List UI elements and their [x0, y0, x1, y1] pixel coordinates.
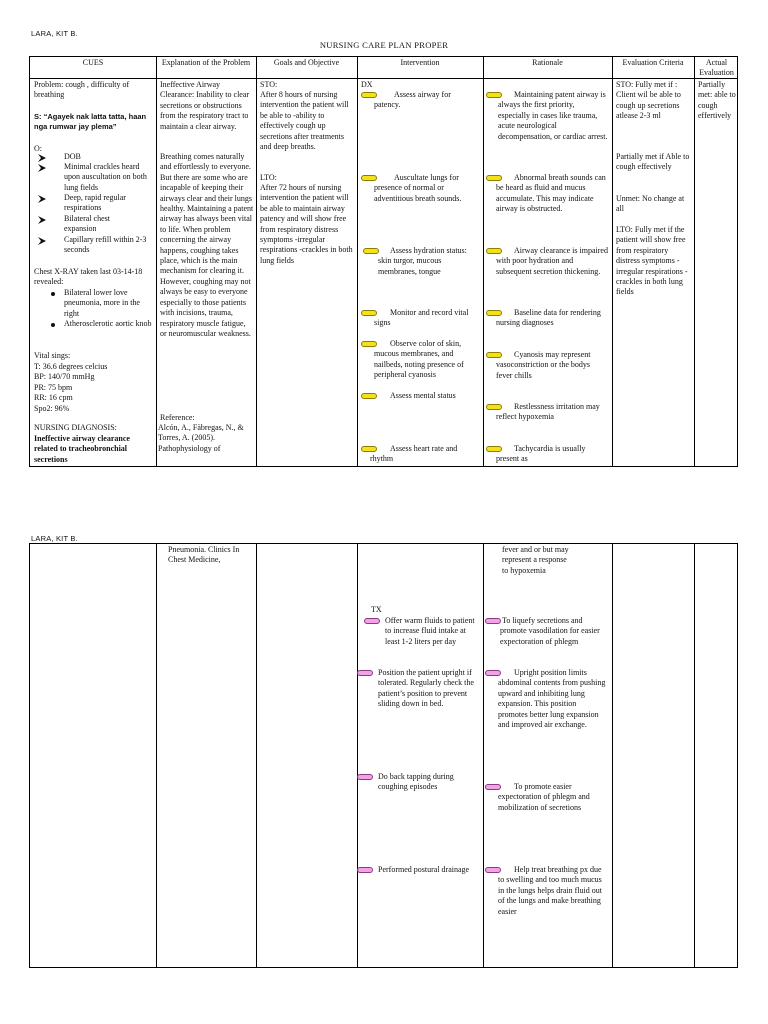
header-cues: CUES	[82, 58, 104, 67]
arrow-bullet-icon	[38, 216, 46, 224]
care-plan-table-continued	[29, 543, 738, 968]
intervention-item: Auscultate lungs for presence of normal or adventitious breath sounds.	[374, 173, 462, 203]
objective-item: DOB	[64, 152, 81, 161]
xray-item: Atherosclerotic aortic knob	[64, 319, 152, 328]
tx-rationale-item: Upright position limits abdominal contents from pushing upward and inhibiting lung expansion. This position promotes better lung expansion and improved air exchange.	[498, 668, 606, 730]
highlight-marker-icon	[364, 618, 380, 624]
header-actual-evaluation: Actual Evaluation	[699, 58, 734, 77]
header-goals: Goals and Objective	[273, 58, 340, 67]
reference-continued: Pneumonia. Clinics In Chest Medicine,	[168, 545, 240, 565]
rationale-item: Abnormal breath sounds can be heard as fluid and mucus accumulate. This may indicate airway is obstructed.	[496, 173, 606, 214]
rationale-item: Cyanosis may represent vasoconstriction or the bodys fever chills	[496, 350, 591, 380]
explanation-body: Breathing comes naturally and effortlessly to everyone. But there are some who are incapable of keeping their airways clear and their lungs healthy. Maintaining a patent airway has always been vital to life. When problem concerning the airway happens, coughing takes place, which is the main mechanism for clearing it. However, coughing may not always be easy to everyone especially to those patients with incisions, trauma, respiratory muscle fatigue, or neuromuscular weakness.	[160, 152, 254, 338]
rationale-item: Restlessness irritation may reflect hypoxemia	[496, 402, 600, 422]
highlight-marker-icon	[357, 670, 373, 676]
objective-item: Deep, rapid regular respirations	[64, 193, 126, 213]
arrow-bullet-icon	[38, 164, 46, 172]
eval-lto: LTO: Fully met if the patient will show free from respiratory distress symptoms -irregular respirations -crackles in both lung fields	[616, 225, 688, 297]
tx-rationale-item: To promote easier expectoration of phlegm and mobilization of secretions	[498, 782, 590, 812]
header-explanation: Explanation of the Problem	[161, 58, 251, 67]
eval-partial: Partially met if Able to cough effectively	[616, 152, 690, 172]
bullet-dot-icon	[51, 292, 55, 296]
rationale-item: Baseline data for rendering nursing diagnoses	[496, 308, 601, 328]
cues-xray: Chest X-RAY taken last 03-14-18 revealed:	[34, 267, 143, 287]
patient-name-page2: LARA, KIT B.	[31, 534, 78, 543]
objective-item: Bilateral chest expansion	[64, 214, 110, 234]
care-plan-table	[29, 56, 738, 467]
header-rationale: Rationale	[532, 58, 563, 67]
intervention-item: Assess heart rate and rhythm	[370, 444, 458, 464]
intervention-item: Assess mental status	[390, 391, 456, 400]
vitals-label: Vital sings:	[34, 351, 71, 360]
arrow-bullet-icon	[38, 154, 46, 162]
intervention-item: Observe color of skin, mucous membranes, and nailbeds, noting presence of peripheral cyanosis	[374, 339, 464, 380]
arrow-bullet-icon	[38, 237, 46, 245]
tx-intervention-item: Do back tapping during coughing episodes	[378, 772, 454, 792]
rationale-item: Maintaining patent airway is always the first priority, especially in cases like trauma, acute neurological decompensation, or cardiac arrest.	[498, 90, 608, 141]
nursing-diagnosis: Ineffective airway clearance related to tracheobronchial secretions	[34, 434, 130, 464]
tx-intervention-item: Offer warm fluids to patient to increase fluid intake at least 1-2 liters per day	[385, 616, 475, 646]
header-evaluation-criteria: Evaluation Criteria	[622, 58, 684, 67]
tx-rationale-item: To liquefy secretions and promote vasodilation for easier expectoration of phlegm	[500, 616, 600, 646]
short-term-objective: After 8 hours of nursing intervention the patient will be able to -ability to effectively cough up secretions after treatments and deep breaths.	[260, 90, 349, 152]
eval-sto: STO: Fully met if : Client wil be able to cough up secretions atlease 2-3 ml	[616, 80, 681, 121]
bullet-dot-icon	[51, 323, 55, 327]
document-title: NURSING CARE PLAN PROPER	[319, 40, 449, 50]
vital-temperature: T: 36.6 degrees celcius	[34, 362, 108, 371]
intervention-item: Monitor and record vital signs	[374, 308, 469, 328]
tx-label: TX	[371, 605, 382, 614]
reference-text: Alcón, A., Fàbregas, N., & Torres, A. (2005). Pathophysiology of	[158, 423, 244, 453]
highlight-marker-icon	[357, 774, 373, 780]
reference-label: Reference:	[160, 413, 195, 422]
vital-spo2: Spo2: 96%	[34, 404, 70, 413]
explanation-definition: Ineffective Airway Clearance: Inability to clear secretions or obstructions from the respiratory tract to maintain a clear airway.	[160, 80, 250, 131]
rationale-item: Airway clearance is impaired with poor hydration and subsequent secretion thickening.	[496, 246, 608, 276]
xray-item: Bilateral lower love pneumonia, more in the right	[64, 288, 140, 318]
highlight-marker-icon	[363, 248, 379, 254]
eval-unmet: Unmet: No change at all	[616, 194, 685, 214]
actual-evaluation: Partially met: able to cough effertively	[698, 80, 736, 121]
intervention-item: Assess airway for patency.	[374, 90, 451, 110]
rationale-item: Tachycardia is usually present as	[496, 444, 586, 464]
header-intervention: Intervention	[400, 58, 440, 67]
arrow-bullet-icon	[38, 195, 46, 203]
cues-subjective: S: “Agayek nak latta tatta, haan nga rumwar jay plema”	[34, 112, 147, 131]
intervention-item: Assess hydration status: skin turgor, mucous membranes, tongue	[378, 246, 467, 276]
vital-rr: RR: 16 cpm	[34, 393, 73, 402]
highlight-marker-icon	[485, 618, 501, 624]
lto-label: LTO:	[260, 173, 277, 182]
patient-name: LARA, KIT B.	[31, 29, 78, 38]
objective-item: Capillary refill within 2-3 seconds	[64, 235, 147, 255]
objective-item: Minimal crackles heard upon auscultation on both lung fields	[64, 162, 147, 192]
dx-label: DX	[361, 80, 373, 89]
vital-bp: BP: 140/70 mmHg	[34, 372, 95, 381]
tx-rationale-item: Help treat breathing px due to swelling and too much mucus in the lungs helps drain fluid out of the lungs and make breathing easier	[498, 865, 602, 916]
tx-intervention-text: Position the patient upright if tolerated. Regularly check the patient’s position to prevent sliding down in bed.	[378, 668, 474, 709]
long-term-objective: After 72 hours of nursing intervention the patient will be able to maintain airway patency and will show free from respiratory distress symptoms -irregular respirations -crackles in both lung fields	[260, 183, 353, 265]
diagnosis-label: NURSING DIAGNOSIS:	[34, 423, 117, 432]
vital-pr: PR: 75 bpm	[34, 383, 73, 392]
cues-problem: Problem: cough , difficulty of breathing	[34, 80, 130, 100]
tx-intervention-item	[378, 668, 478, 710]
highlight-marker-icon	[357, 867, 373, 873]
sto-label: STO:	[260, 80, 278, 89]
rationale-continued: fever and or but may represent a response to hypoxemia	[502, 545, 569, 575]
cues-objective-label: O:	[34, 144, 42, 153]
tx-intervention-item: Performed postural drainage	[378, 865, 470, 874]
